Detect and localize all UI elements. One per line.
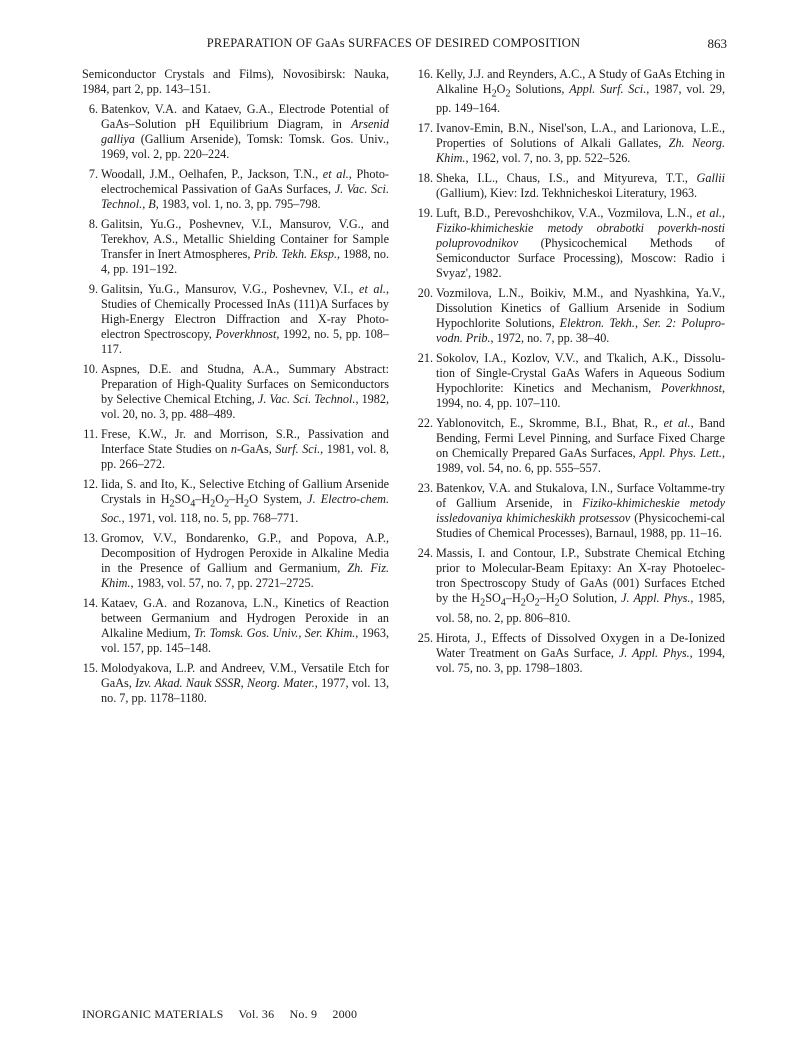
reference-entry xyxy=(82,102,389,162)
reference-entry xyxy=(82,531,389,591)
reference-text: Ivanov-Emin, B.N., Nisel'son, L.A., and Larionova, L.E., Properties of Solutions of Alkali Gallates, Zh. Neorg. Khim., 1962, vol. 7, no. 3, pp. 522–526. xyxy=(436,121,726,166)
running-title: PREPARATION OF GaAs SURFACES OF DESIRED COMPOSITION xyxy=(206,36,581,50)
reference-text: Vozmilova, L.N., Boikiv, M.M., and Nyashkina, Ya.V., Dissolution Kinetics of Gallium Arsenide in Sodium Hypochlorite Solutions, Elektron. Tekh., Ser. 2: Polupro-vodn. Prib., 1972, no. 7, pp. 38–40. xyxy=(436,286,725,346)
reference-number: 18. xyxy=(417,171,433,186)
reference-text: Frese, K.W., Jr. and Morrison, S.R., Passivation and Interface State Studies on n-GaAs, Surf. Sci., 1981, vol. 8, pp. 266–272. xyxy=(101,427,389,471)
page-number: 863 xyxy=(707,36,727,51)
reference-text: Batenkov, V.A. and Kataev, G.A., Electrode Potential of GaAs–Solution pH Equilibrium Diagram, in Arsenid galliya (Gallium Arsenide), Tomsk: Tomsk. Gos. Univ., 1969, vol. 2, pp. 220–224. xyxy=(101,102,389,161)
reference-text: Aspnes, D.E. and Studna, A.A., Summary Abstract: Preparation of High-Quality Surfaces on Semiconductors by Selective Chemical Etching, J. Vac. Sci. Technol., 1982, vol. 20, no. 3, pp. 488–489. xyxy=(101,362,390,421)
reference-number: 23. xyxy=(417,481,433,496)
reference-number: 24. xyxy=(417,546,433,561)
reference-text: Molodyakova, L.P. and Andreev, V.M., Versatile Etch for GaAs, Izv. Akad. Nauk SSSR, Neorg. Mater., 1977, vol. 13, no. 7, pp. 1178–1180. xyxy=(101,661,389,706)
reference-entry xyxy=(417,206,725,281)
journal-volume: Vol. 36 xyxy=(238,1007,275,1021)
reference-entry xyxy=(417,286,725,346)
reference-text: Kelly, J.J. and Reynders, A.C., A Study of GaAs Etching in Alkaline $H_2O_2$ Solutions, Appl. Surf. Sci., 1987, vol. 29, pp. 149–164. xyxy=(436,67,725,116)
reference-number: 15. xyxy=(82,661,98,676)
reference-text: Gromov, V.V., Bondarenko, G.P., and Popova, A.P., Decomposition of Hydrogen Peroxide in Alkaline Media in the Presence of Gallium and Germanium, Zh. Fiz. Khim., 1983, vol. 57, no. 7, pp. 2721–2725. xyxy=(101,531,389,591)
reference-number: 9. xyxy=(88,282,98,296)
reference-text: Galitsin, Yu.G., Mansurov, V.G., Poshevnev, V.I., et al., Studies of Chemically Processed InAs (111)A Surfaces by High-Energy Electron Diffraction and X-ray Photo-electron Spectroscopy, Poverkhnost, 1992, no. 5, pp. 108–117. xyxy=(101,282,389,356)
journal-name: INORGANIC MATERIALS xyxy=(82,1007,224,1021)
reference-entry xyxy=(82,282,389,357)
reference-number: 14. xyxy=(82,596,98,611)
reference-entry xyxy=(82,67,389,97)
reference-entry xyxy=(417,351,725,411)
reference-number: 20. xyxy=(417,286,433,301)
reference-entry xyxy=(417,631,725,676)
reference-entry xyxy=(82,427,389,472)
reference-entry xyxy=(82,596,389,656)
reference-number: 11. xyxy=(83,427,98,441)
reference-text: Hirota, J., Effects of Dissolved Oxygen in a De-Ionized Water Treatment on GaAs Surface, J. Appl. Phys., 1994, vol. 75, no. 3, pp. 1798–1803. xyxy=(436,630,726,675)
reference-entry xyxy=(82,217,389,277)
journal-year: 2000 xyxy=(332,1007,358,1021)
journal-footer xyxy=(82,1007,369,1022)
reference-number: 6. xyxy=(88,102,98,116)
reference-number: 16. xyxy=(417,67,433,81)
reference-number: 22. xyxy=(417,416,433,431)
journal-issue: No. 9 xyxy=(289,1007,318,1021)
reference-entry xyxy=(417,67,725,116)
reference-number: 25. xyxy=(417,630,433,645)
reference-number: 19. xyxy=(417,206,433,221)
reference-number: 7. xyxy=(88,167,98,181)
reference-number: 17. xyxy=(417,121,433,136)
reference-text: Galitsin, Yu.G., Poshevnev, V.I., Mansurov, V.G., and Terekhov, A.S., Metallic Shielding Container for Sample Transfer in Inert Atmospheres, Prib. Tekh. Eksp., 1988, no. 4, pp. 191–192. xyxy=(101,217,389,276)
reference-entry xyxy=(417,481,725,541)
reference-entry xyxy=(82,167,389,212)
references-left-column xyxy=(82,67,389,711)
page-header xyxy=(0,36,787,56)
reference-text: Massis, I. and Contour, I.P., Substrate Chemical Etching prior to Molecular-Beam Epitaxy: An X-ray Photoelec-tron Spectroscopy Study of GaAs (001) Surfaces Etched by the $H_2SO_4-H_2O_2-H_2O$ Solution, J. Appl. Phys., 1985, vol. 58, no. 2, pp. 806–810. xyxy=(436,546,726,625)
reference-text: Sokolov, I.A., Kozlov, V.V., and Tkalich, A.K., Dissolu-tion of Single-Crystal GaAs Wafers in Aqueous Sodium Hypochlorite: Kinetics and Mechanism, Poverkhnost, 1994, no. 4, pp. 107–110. xyxy=(436,351,725,411)
references-right-column xyxy=(417,67,725,681)
reference-text: Woodall, J.M., Oelhafen, P., Jackson, T.N., et al., Photo-electrochemical Passivation of GaAs Surfaces, J. Vac. Sci. Technol., B, 1983, vol. 1, no. 3, pp. 795–798. xyxy=(101,167,389,211)
reference-number: 10. xyxy=(82,362,98,376)
reference-number: 8. xyxy=(88,217,98,231)
reference-entry xyxy=(82,477,389,526)
reference-text: Luft, B.D., Perevoshchikov, V.A., Vozmilova, L.N., et al., Fiziko-khimicheskie metody obrabotki poverkh-nosti poluprovodnikov (Physicochemical Methods of Semiconductor Surface Processing), Moscow: Radio i Svyaz', 1982. xyxy=(436,206,725,281)
reference-text: Kataev, G.A. and Rozanova, L.N., Kinetics of Reaction between Germanium and Hydrogen Peroxide in an Alkaline Medium, Tr. Tomsk. Gos. Univ., Ser. Khim., 1963, vol. 157, pp. 145–148. xyxy=(101,596,390,656)
reference-number: 12. xyxy=(82,477,98,491)
reference-text: Iida, S. and Ito, K., Selective Etching of Gallium Arsenide Crystals in $H_2SO_4-H_2O_2-H_2O$ System, J. Electro-chem. Soc., 1971, vol. 118, no. 5, pp. 768–771. xyxy=(101,477,389,526)
reference-text: Semiconductor Crystals and Films), Novosibirsk: Nauka, 1984, part 2, pp. 143–151. xyxy=(82,67,389,96)
reference-text: Batenkov, V.A. and Stukalova, I.N., Surface Voltamme-try of Gallium Arsenide, in Fiziko-khimicheskie metody issledovaniya khimicheskikh protsessov (Physicochemi-cal Studies of Chemical Processes), Barnaul, 1988, pp. 11–16. xyxy=(436,481,725,541)
reference-text: Sheka, I.L., Chaus, I.S., and Mityureva, T.T., Gallii (Gallium), Kiev: Izd. Tekhnicheskoi Literatury, 1963. xyxy=(436,171,725,201)
reference-entry xyxy=(82,362,389,422)
reference-entry xyxy=(417,121,725,166)
reference-text: Yablonovitch, E., Skromme, B.I., Bhat, R., et al., Band Bending, Fermi Level Pinning, and Surface Fixed Charge on Chemically Prepared GaAs Surfaces, Appl. Phys. Lett., 1989, vol. 54, no. 6, pp. 555–557. xyxy=(436,416,725,476)
reference-entry xyxy=(417,416,725,476)
reference-entry xyxy=(417,546,725,625)
reference-number: 21. xyxy=(417,351,433,366)
reference-entry xyxy=(417,171,725,201)
reference-entry xyxy=(82,661,389,706)
reference-number: 13. xyxy=(82,531,98,546)
